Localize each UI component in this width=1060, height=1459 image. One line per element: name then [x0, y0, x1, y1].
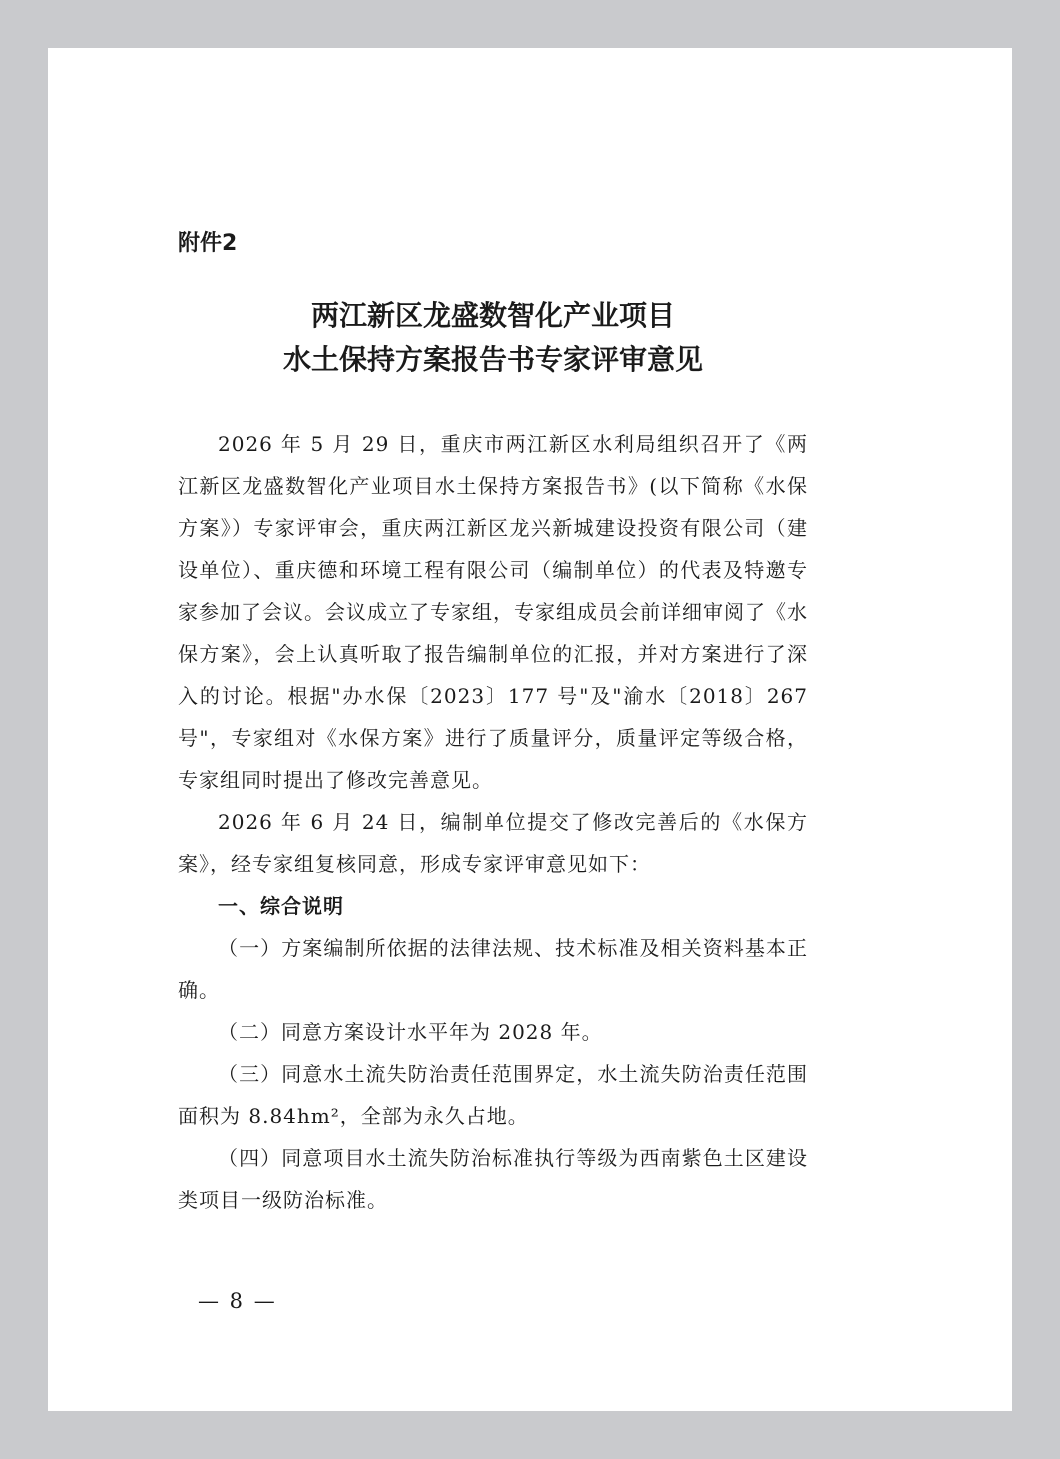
item-3: （三）同意水土流失防治责任范围界定，水土流失防治责任范围面积为 8.84hm²，全部为永久占地。	[178, 1062, 808, 1128]
item-2: （二）同意方案设计水平年为 2028 年。	[218, 1020, 603, 1044]
paragraph-meeting: 2026 年 5 月 29 日，重庆市两江新区水利局组织召开了《两江新区龙盛数智化产业项目水土保持方案报告书》(以下简称《水保方案》）专家评审会，重庆两江新区龙兴新城建设投资有限公司（建设单位）、重庆德和环境工程有限公司（编制单位）的代表及特邀专家参加了会议。会议成立了专家组，专家组成员会前详细审阅了《水保方案》，会上认真听取了报告编制单位的汇报，并对方案进行了深入的讨论。根据"办水保〔2023〕177 号"及"渝水〔2018〕267 号"，专家组对《水保方案》进行了质量评分，质量评定等级合格，专家组同时提出了修改完善意见。	[178, 432, 808, 792]
item-4: （四）同意项目水土流失防治标准执行等级为西南紫色土区建设类项目一级防治标准。	[178, 1146, 808, 1212]
item-1: （一）方案编制所依据的法律法规、技术标准及相关资料基本正确。	[178, 936, 808, 1002]
document-body	[178, 423, 808, 1221]
paragraph-revision: 2026 年 6 月 24 日，编制单位提交了修改完善后的《水保方案》，经专家组复核同意，形成专家评审意见如下：	[178, 810, 808, 876]
section-heading: 一、综合说明	[218, 894, 344, 918]
title-line-2: 水土保持方案报告书专家评审意见	[282, 343, 703, 376]
page-number: — 8 —	[198, 1289, 277, 1313]
title-line-1: 两江新区龙盛数智化产业项目	[310, 299, 675, 332]
attachment-label: 附件2	[178, 231, 238, 256]
document-title	[178, 294, 808, 382]
document-page	[48, 48, 1012, 1411]
